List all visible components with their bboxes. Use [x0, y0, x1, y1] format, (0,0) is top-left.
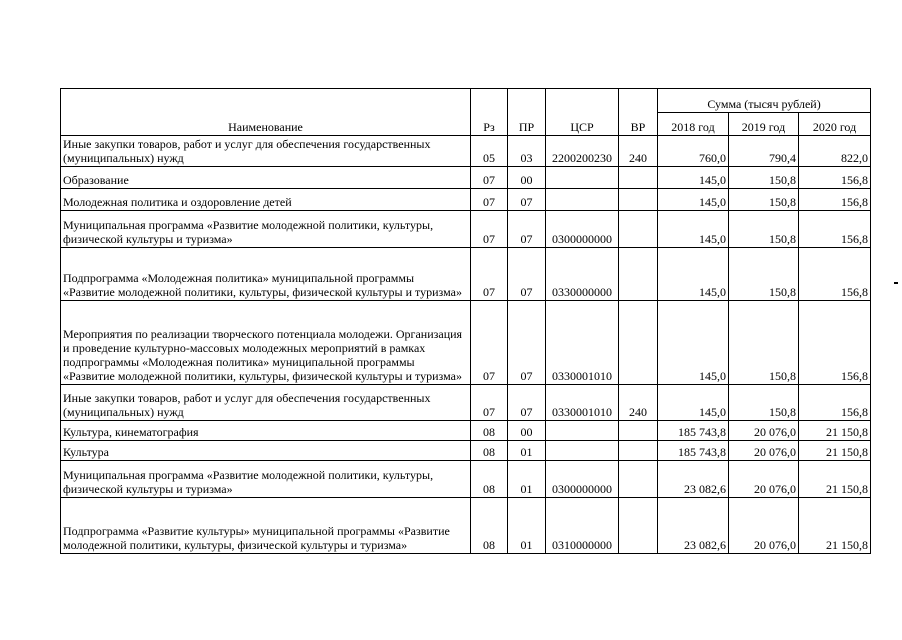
cell-year-2019: 150,8 — [729, 167, 799, 189]
cell-name: Муниципальная программа «Развитие молодежной политики, культуры, физической культуры и туризма» — [61, 211, 471, 248]
header-rz: Рз — [471, 89, 508, 136]
table-row — [61, 211, 871, 248]
cell-rz: 07 — [471, 385, 508, 421]
cell-year-2020: 822,0 — [799, 136, 871, 167]
cell-name: Иные закупки товаров, работ и услуг для обеспечения государственных (муниципальных) нужд — [61, 385, 471, 421]
cell-year-2018: 145,0 — [658, 301, 729, 385]
header-csr: ЦСР — [546, 89, 619, 136]
cell-year-2018: 145,0 — [658, 385, 729, 421]
cell-vr: 240 — [619, 136, 658, 167]
cell-name: Подпрограмма «Молодежная политика» муниципальной программы «Развитие молодежной политики, культуры, физической культуры и туризма» — [61, 248, 471, 301]
cell-name: Образование — [61, 167, 471, 189]
table-row — [61, 441, 871, 461]
cell-year-2019: 150,8 — [729, 385, 799, 421]
cell-year-2020: 21 150,8 — [799, 441, 871, 461]
cell-year-2020: 21 150,8 — [799, 461, 871, 498]
cell-name: Культура — [61, 441, 471, 461]
cell-rz: 08 — [471, 498, 508, 554]
cell-vr — [619, 167, 658, 189]
table-row — [61, 385, 871, 421]
cell-year-2020: 156,8 — [799, 385, 871, 421]
header-vr: ВР — [619, 89, 658, 136]
cell-year-2020: 156,8 — [799, 189, 871, 211]
cell-year-2019: 150,8 — [729, 189, 799, 211]
cell-year-2018: 145,0 — [658, 189, 729, 211]
cell-csr — [546, 421, 619, 441]
cell-rz: 05 — [471, 136, 508, 167]
cell-csr: 0330000000 — [546, 248, 619, 301]
cell-vr — [619, 211, 658, 248]
table-row — [61, 167, 871, 189]
cell-name: Молодежная политика и оздоровление детей — [61, 189, 471, 211]
header-2018: 2018 год — [658, 113, 729, 136]
cell-year-2019: 20 076,0 — [729, 498, 799, 554]
cell-year-2020: 156,8 — [799, 301, 871, 385]
cell-csr — [546, 441, 619, 461]
margin-dash-mark — [894, 282, 898, 284]
cell-year-2018: 145,0 — [658, 248, 729, 301]
cell-year-2018: 185 743,8 — [658, 441, 729, 461]
table-row — [61, 498, 871, 554]
cell-year-2019: 150,8 — [729, 301, 799, 385]
cell-year-2019: 150,8 — [729, 248, 799, 301]
cell-csr — [546, 167, 619, 189]
table-row — [61, 301, 871, 385]
cell-year-2020: 156,8 — [799, 248, 871, 301]
header-sum-group: Сумма (тысяч рублей) — [658, 89, 871, 113]
cell-csr: 0300000000 — [546, 461, 619, 498]
cell-rz: 07 — [471, 167, 508, 189]
budget-table — [60, 88, 871, 554]
cell-rz: 07 — [471, 189, 508, 211]
cell-year-2019: 20 076,0 — [729, 441, 799, 461]
cell-csr: 0310000000 — [546, 498, 619, 554]
table-row — [61, 248, 871, 301]
cell-year-2018: 145,0 — [658, 211, 729, 248]
cell-name: Иные закупки товаров, работ и услуг для обеспечения государственных (муниципальных) нужд — [61, 136, 471, 167]
cell-year-2020: 21 150,8 — [799, 421, 871, 441]
cell-pr: 01 — [508, 461, 546, 498]
cell-pr: 01 — [508, 498, 546, 554]
cell-pr: 07 — [508, 211, 546, 248]
header-2019: 2019 год — [729, 113, 799, 136]
cell-name: Муниципальная программа «Развитие молодежной политики, культуры, физической культуры и туризма» — [61, 461, 471, 498]
cell-csr: 0330001010 — [546, 301, 619, 385]
cell-year-2020: 156,8 — [799, 167, 871, 189]
cell-vr — [619, 441, 658, 461]
cell-rz: 08 — [471, 461, 508, 498]
cell-year-2018: 23 082,6 — [658, 461, 729, 498]
table-row — [61, 421, 871, 441]
cell-pr: 07 — [508, 248, 546, 301]
cell-year-2018: 23 082,6 — [658, 498, 729, 554]
table-row — [61, 136, 871, 167]
cell-rz: 08 — [471, 441, 508, 461]
header-2020: 2020 год — [799, 113, 871, 136]
cell-pr: 00 — [508, 167, 546, 189]
cell-vr — [619, 498, 658, 554]
cell-rz: 07 — [471, 211, 508, 248]
cell-vr — [619, 248, 658, 301]
header-pr: ПР — [508, 89, 546, 136]
cell-year-2019: 20 076,0 — [729, 421, 799, 441]
cell-year-2018: 760,0 — [658, 136, 729, 167]
cell-name: Мероприятия по реализации творческого потенциала молодежи. Организация и проведение культурно-массовых молодежных мероприятий в рамках подпрограммы «Молодежная политика» муниципальной программы «Развитие молодежной политики, культуры, физической культуры и туризма» — [61, 301, 471, 385]
cell-pr: 01 — [508, 441, 546, 461]
cell-rz: 07 — [471, 248, 508, 301]
cell-vr — [619, 189, 658, 211]
cell-year-2019: 20 076,0 — [729, 461, 799, 498]
cell-csr: 0300000000 — [546, 211, 619, 248]
cell-year-2020: 156,8 — [799, 211, 871, 248]
cell-vr — [619, 461, 658, 498]
cell-pr: 07 — [508, 385, 546, 421]
cell-name: Подпрограмма «Развитие культуры» муниципальной программы «Развитие молодежной политики, культуры, физической культуры и туризма» — [61, 498, 471, 554]
cell-year-2018: 145,0 — [658, 167, 729, 189]
cell-vr: 240 — [619, 385, 658, 421]
cell-name: Культура, кинематография — [61, 421, 471, 441]
cell-csr: 0330001010 — [546, 385, 619, 421]
cell-year-2019: 150,8 — [729, 211, 799, 248]
cell-csr — [546, 189, 619, 211]
header-name: Наименование — [61, 89, 471, 136]
cell-rz: 08 — [471, 421, 508, 441]
cell-csr: 2200200230 — [546, 136, 619, 167]
cell-pr: 00 — [508, 421, 546, 441]
cell-pr: 07 — [508, 189, 546, 211]
cell-rz: 07 — [471, 301, 508, 385]
table-row — [61, 189, 871, 211]
table-row — [61, 461, 871, 498]
cell-pr: 03 — [508, 136, 546, 167]
cell-year-2019: 790,4 — [729, 136, 799, 167]
cell-vr — [619, 421, 658, 441]
cell-pr: 07 — [508, 301, 546, 385]
cell-year-2018: 185 743,8 — [658, 421, 729, 441]
cell-vr — [619, 301, 658, 385]
cell-year-2020: 21 150,8 — [799, 498, 871, 554]
